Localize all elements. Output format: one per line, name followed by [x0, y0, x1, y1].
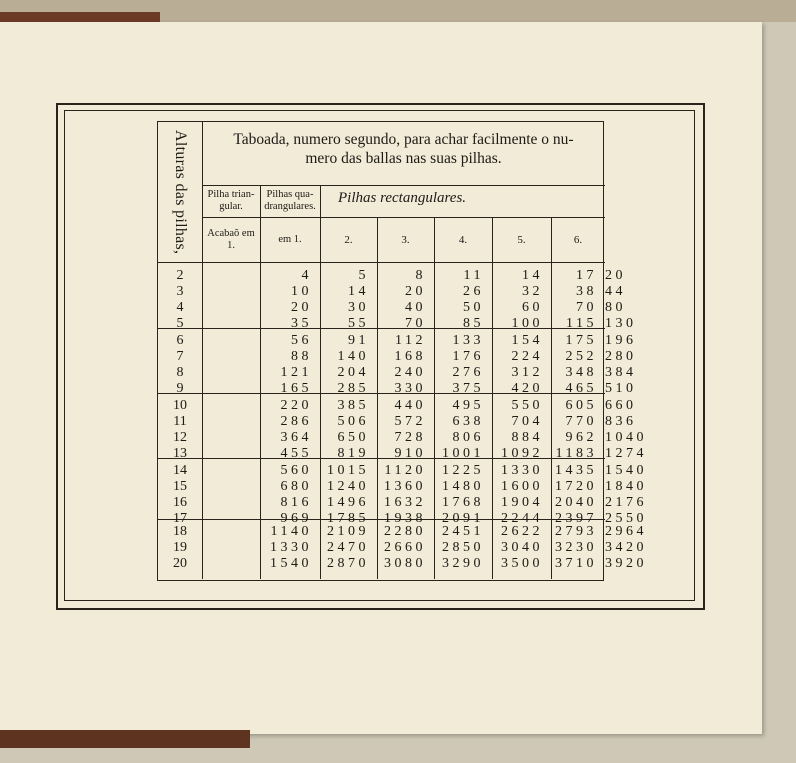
pile-count-cell: 1274	[605, 446, 647, 461]
pile-count-cell: 56	[291, 333, 312, 348]
pile-count-cell: 88	[291, 349, 312, 364]
pile-count-cell: 17	[576, 268, 597, 283]
pile-count-cell: 20	[291, 300, 312, 315]
pile-count-cell: 3710	[555, 556, 597, 571]
pile-count-cell: 2040	[555, 495, 597, 510]
subheader-rect-6: 6.	[573, 233, 583, 246]
subheader-quadrangular-label: em 1.	[278, 233, 302, 245]
pile-count-cell: 168	[394, 349, 426, 364]
pile-count-cell: 130	[605, 316, 637, 331]
pile-count-cell: 3230	[555, 540, 597, 555]
pile-count-cell: 1183	[555, 446, 597, 461]
pile-count-cell: 836	[605, 414, 637, 429]
pile-count-cell: 32	[522, 284, 543, 299]
pile-count-cell: 364	[280, 430, 312, 445]
height-value: 19	[173, 540, 187, 555]
pile-count-cell: 806	[452, 430, 484, 445]
pile-count-cell: 112	[395, 333, 426, 348]
height-value: 15	[173, 479, 187, 494]
title-line-2: mero das ballas nas suas pilhas.	[305, 150, 502, 167]
pile-count-cell: 1225	[442, 463, 484, 478]
height-value: 18	[173, 524, 187, 539]
pile-count-cell: 286	[280, 414, 312, 429]
pile-count-cell: 2280	[384, 524, 426, 539]
pile-count-cell: 121	[280, 365, 312, 380]
pile-count-cell: 3920	[605, 556, 647, 571]
pile-count-cell: 1540	[605, 463, 647, 478]
ball-pile-table	[157, 121, 647, 581]
subheader-triangular-label: Acabaõ em 1.	[207, 227, 255, 251]
pile-count-cell: 1140	[270, 524, 312, 539]
height-value: 7	[176, 349, 184, 364]
pile-count-cell: 1720	[555, 479, 597, 494]
pile-count-cell: 3420	[605, 540, 647, 555]
rule-horizontal	[158, 262, 605, 263]
header-rectangular-label: Pilhas rectangulares.	[338, 190, 467, 206]
pile-count-cell: 910	[394, 446, 426, 461]
pile-count-cell: 572	[394, 414, 426, 429]
pile-count-cell: 3290	[442, 556, 484, 571]
pile-count-cell: 962	[565, 430, 597, 445]
pile-count-cell: 1632	[384, 495, 426, 510]
pile-count-cell: 280	[605, 349, 637, 364]
pile-count-cell: 2397	[555, 511, 597, 526]
rule-horizontal	[320, 217, 605, 218]
pile-count-cell: 252	[565, 349, 597, 364]
pile-count-cell: 38	[576, 284, 597, 299]
rule-horizontal	[202, 217, 320, 218]
subheader-rect-4: 4.	[458, 233, 468, 246]
pile-count-cell: 2964	[605, 524, 647, 539]
pile-count-cell: 165	[280, 381, 312, 396]
pile-count-cell: 11	[463, 268, 484, 283]
pile-count-cell: 55	[348, 316, 369, 331]
pile-count-cell: 14	[522, 268, 543, 283]
pile-count-cell: 1785	[327, 511, 369, 526]
pile-count-cell: 30	[348, 300, 369, 315]
pile-count-cell: 728	[394, 430, 426, 445]
pile-count-cell: 1768	[442, 495, 484, 510]
pile-count-cell: 2091	[442, 511, 484, 526]
pile-count-cell: 348	[565, 365, 597, 380]
height-value: 20	[173, 556, 187, 571]
height-value: 16	[173, 495, 187, 510]
height-value: 17	[173, 511, 187, 526]
pile-count-cell: 2850	[442, 540, 484, 555]
pile-count-cell: 80	[605, 300, 626, 315]
pile-count-cell: 440	[394, 398, 426, 413]
pile-count-cell: 14	[348, 284, 369, 299]
subheader-quadrangular	[260, 217, 320, 262]
pile-count-cell: 5	[358, 268, 369, 283]
pile-count-cell: 224	[511, 349, 543, 364]
pile-count-cell: 638	[452, 414, 484, 429]
pile-count-cell: 26	[463, 284, 484, 299]
pile-count-cell: 1840	[605, 479, 647, 494]
pile-count-cell: 680	[280, 479, 312, 494]
pile-count-cell: 220	[280, 398, 312, 413]
pile-count-cell: 2451	[442, 524, 484, 539]
height-value: 10	[173, 398, 187, 413]
pile-count-cell: 1240	[327, 479, 369, 494]
pile-count-cell: 2109	[327, 524, 369, 539]
pile-count-cell: 44	[605, 284, 626, 299]
pile-count-cell: 285	[337, 381, 369, 396]
pile-count-cell: 819	[337, 446, 369, 461]
pile-count-cell: 1938	[384, 511, 426, 526]
pile-count-cell: 650	[337, 430, 369, 445]
header-quadrangular-label: Pilhas qua- drangulares.	[264, 189, 316, 212]
pile-count-cell: 1330	[501, 463, 543, 478]
pile-count-cell: 1120	[384, 463, 426, 478]
height-value: 14	[173, 463, 187, 478]
pile-count-cell: 660	[605, 398, 637, 413]
pile-count-cell: 85	[463, 316, 484, 331]
pile-count-cell: 2550	[605, 511, 647, 526]
header-quadrangular	[260, 185, 320, 217]
table-title	[202, 130, 605, 168]
pile-count-cell: 91	[348, 333, 369, 348]
pile-count-cell: 1496	[327, 495, 369, 510]
pile-count-cell: 2660	[384, 540, 426, 555]
pile-count-cell: 1330	[270, 540, 312, 555]
pile-count-cell: 50	[463, 300, 484, 315]
pile-count-cell: 204	[337, 365, 369, 380]
pile-count-cell: 816	[280, 495, 312, 510]
book-spine-bottom	[0, 730, 250, 748]
height-value: 5	[176, 316, 184, 331]
pile-count-cell: 20	[605, 268, 626, 283]
pile-count-cell: 1904	[501, 495, 543, 510]
heights-column-header	[158, 122, 202, 262]
pile-count-cell: 1092	[501, 446, 543, 461]
pile-count-cell: 35	[291, 316, 312, 331]
pile-count-cell: 8	[415, 268, 426, 283]
pile-count-cell: 40	[405, 300, 426, 315]
header-triangular-label: Pilha trian- gular.	[207, 189, 255, 212]
pile-count-cell: 1540	[270, 556, 312, 571]
pile-count-cell: 20	[405, 284, 426, 299]
pile-count-cell: 175	[565, 333, 597, 348]
pile-count-cell: 420	[511, 381, 543, 396]
pile-count-cell: 884	[511, 430, 543, 445]
height-value: 4	[176, 300, 184, 315]
pile-count-cell: 100	[511, 316, 543, 331]
pile-count-cell: 2622	[501, 524, 543, 539]
pile-count-cell: 2870	[327, 556, 369, 571]
pile-count-cell: 384	[605, 365, 637, 380]
pile-count-cell: 4	[301, 268, 312, 283]
side-title: Alturas das pilhas,	[172, 129, 189, 255]
pile-count-cell: 704	[511, 414, 543, 429]
pile-count-cell: 506	[337, 414, 369, 429]
pile-count-cell: 1040	[605, 430, 647, 445]
pile-count-cell: 969	[280, 511, 312, 526]
rule-horizontal	[202, 185, 605, 186]
pile-count-cell: 495	[452, 398, 484, 413]
pile-count-cell: 140	[337, 349, 369, 364]
pile-count-cell: 70	[405, 316, 426, 331]
pile-count-cell: 2244	[501, 511, 543, 526]
pile-count-cell: 330	[394, 381, 426, 396]
subheader-rect-3: 3.	[401, 233, 410, 246]
pile-count-cell: 2176	[605, 495, 647, 510]
subheader-rect-5: 5.	[517, 233, 526, 246]
pile-count-cell: 1435	[555, 463, 597, 478]
title-line-1: Taboada, numero segundo, para achar facilmente o nu-	[233, 131, 574, 148]
pile-count-cell: 375	[452, 381, 484, 396]
pile-count-cell: 550	[511, 398, 543, 413]
height-value: 12	[173, 430, 187, 445]
subheader-rect-2: 2.	[344, 233, 353, 246]
pile-count-cell: 560	[280, 463, 312, 478]
header-triangular	[202, 185, 260, 217]
pile-count-cell: 115	[566, 316, 597, 331]
height-value: 13	[173, 446, 187, 461]
pile-count-cell: 240	[394, 365, 426, 380]
pile-count-cell: 465	[565, 381, 597, 396]
height-value: 9	[176, 381, 184, 396]
height-value: 2	[176, 268, 184, 283]
pile-count-cell: 1360	[384, 479, 426, 494]
pile-count-cell: 510	[605, 381, 637, 396]
pile-count-cell: 1001	[442, 446, 484, 461]
pile-count-cell: 312	[511, 365, 543, 380]
header-rectangular	[338, 190, 598, 212]
pile-count-cell: 455	[280, 446, 312, 461]
pile-count-cell: 3040	[501, 540, 543, 555]
rule-vertical	[202, 122, 203, 579]
subheader-triangular	[202, 217, 260, 262]
pile-count-cell: 2470	[327, 540, 369, 555]
pile-count-cell: 2793	[555, 524, 597, 539]
pile-count-cell: 60	[522, 300, 543, 315]
height-value: 8	[176, 365, 184, 380]
pile-count-cell: 10	[291, 284, 312, 299]
pile-count-cell: 154	[511, 333, 543, 348]
pile-count-cell: 1600	[501, 479, 543, 494]
pile-count-cell: 1480	[442, 479, 484, 494]
pile-count-cell: 3500	[501, 556, 543, 571]
pile-count-cell: 276	[452, 365, 484, 380]
pile-count-cell: 133	[452, 333, 484, 348]
pile-count-cell: 70	[576, 300, 597, 315]
pile-count-cell: 176	[452, 349, 484, 364]
pile-count-cell: 770	[565, 414, 597, 429]
pile-count-cell: 1015	[327, 463, 369, 478]
pile-count-cell: 196	[605, 333, 637, 348]
height-value: 3	[176, 284, 184, 299]
pile-count-cell: 3080	[384, 556, 426, 571]
height-value: 6	[176, 333, 184, 348]
pile-count-cell: 385	[337, 398, 369, 413]
pile-count-cell: 605	[565, 398, 597, 413]
height-value: 11	[173, 414, 187, 429]
